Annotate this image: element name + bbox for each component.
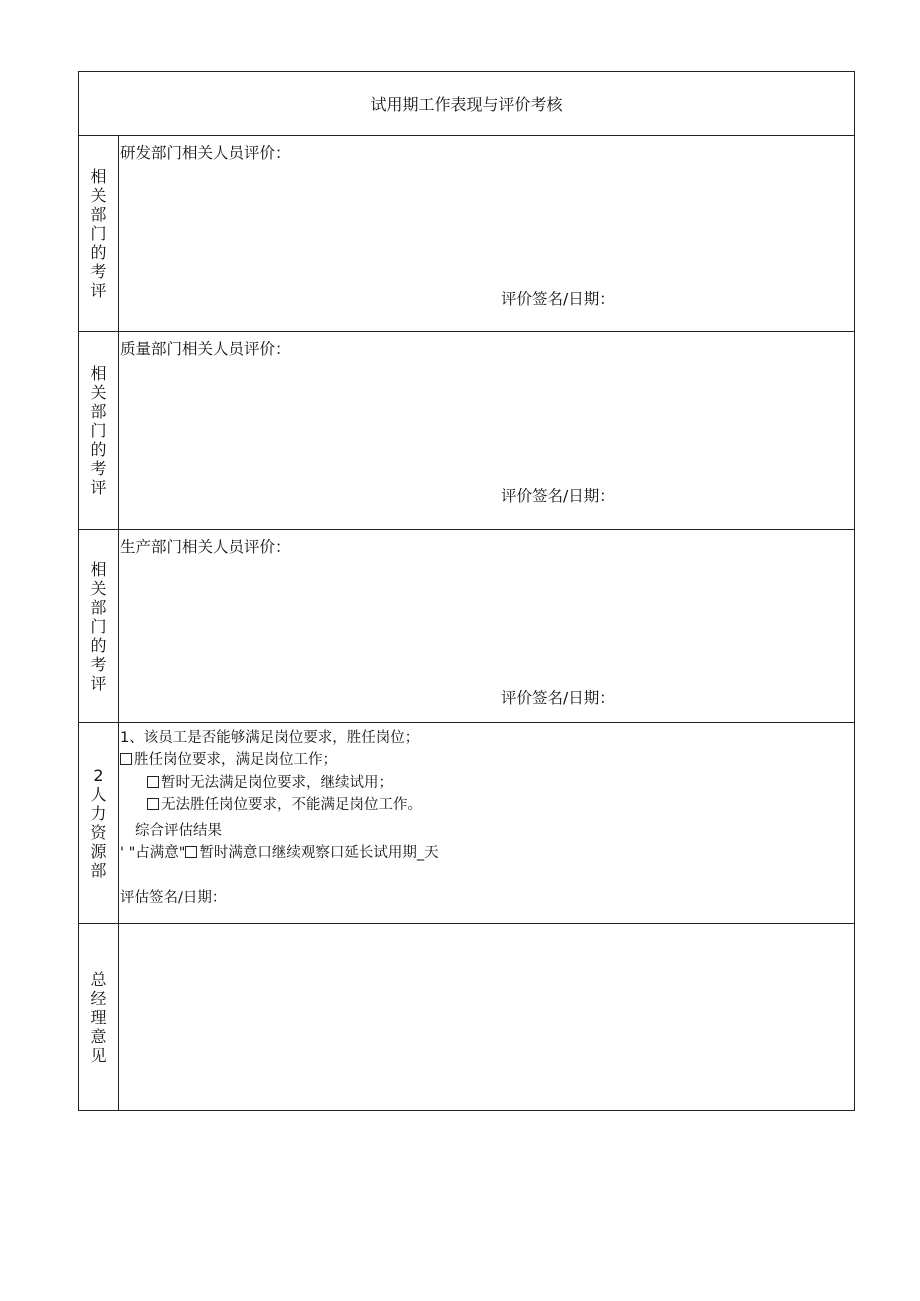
- hr-question: 1、该员工是否能够满足岗位要求，胜任岗位；: [120, 730, 420, 746]
- production-evaluation-field[interactable]: [119, 530, 854, 722]
- hr-option-continue-trial[interactable]: [147, 771, 393, 792]
- vertical-char: 源: [90, 842, 107, 861]
- option-label: 暂时无法满足岗位要求，继续试用；: [161, 775, 393, 791]
- section-production: [79, 529, 854, 722]
- vertical-char: 评: [90, 281, 107, 300]
- vertical-char: 2: [93, 766, 104, 785]
- hr-option-unqualified[interactable]: [147, 793, 422, 814]
- title-row: [79, 72, 854, 135]
- vertical-char: 的: [90, 243, 107, 262]
- result-other-options: 暂时满意口继续观察口延长试用期_天: [199, 845, 439, 861]
- vertical-char: 关: [90, 383, 107, 402]
- vertical-char: 评: [90, 478, 107, 497]
- rd-evaluation-field[interactable]: [119, 136, 854, 331]
- checkbox-icon[interactable]: [147, 776, 159, 788]
- gm-opinion-field[interactable]: [119, 924, 854, 1110]
- vertical-label: [90, 560, 106, 693]
- vertical-char: 部: [90, 205, 107, 224]
- section-side-label: [79, 723, 119, 923]
- vertical-label: [90, 970, 106, 1065]
- section-side-label: [79, 924, 119, 1110]
- hr-result-label: 综合评估结果: [135, 823, 222, 839]
- vertical-char: 考: [90, 262, 107, 281]
- quality-evaluation-field[interactable]: [119, 332, 854, 529]
- vertical-char: 相: [90, 364, 107, 383]
- section-side-label: [79, 332, 119, 529]
- production-signature-date: 评价签名/日期：: [501, 689, 615, 707]
- vertical-char: 相: [90, 167, 107, 186]
- form-title: 试用期工作表现与评价考核: [370, 95, 563, 114]
- quality-signature-date: 评价签名/日期：: [501, 487, 615, 505]
- vertical-char: 考: [90, 654, 107, 674]
- vertical-char: 见: [90, 1045, 107, 1065]
- vertical-char: 关: [90, 186, 107, 205]
- checkbox-icon[interactable]: [147, 798, 159, 810]
- production-evaluation-prompt: 生产部门相关人员评价：: [120, 538, 291, 556]
- section-side-label: [79, 530, 119, 722]
- vertical-char: 评: [90, 673, 107, 693]
- checkbox-icon[interactable]: [185, 846, 197, 858]
- vertical-char: 意: [90, 1026, 107, 1046]
- quality-evaluation-prompt: 质量部门相关人员评价：: [120, 340, 291, 358]
- vertical-label: [90, 766, 106, 880]
- vertical-char: 部: [90, 861, 107, 880]
- vertical-char: 部: [90, 597, 107, 617]
- vertical-char: 理: [90, 1007, 107, 1027]
- vertical-char: 相: [90, 559, 107, 579]
- vertical-char: 资: [90, 823, 107, 842]
- vertical-char: 部: [90, 402, 107, 421]
- vertical-label: [90, 364, 106, 497]
- option-label: 无法胜任岗位要求，不能满足岗位工作。: [161, 797, 422, 813]
- hr-option-qualified[interactable]: [120, 748, 337, 769]
- vertical-char: 门: [90, 421, 107, 440]
- vertical-char: 的: [90, 440, 107, 459]
- vertical-char: 门: [90, 616, 107, 636]
- vertical-char: 考: [90, 459, 107, 478]
- checkbox-icon[interactable]: [120, 753, 132, 765]
- vertical-char: 的: [90, 635, 107, 655]
- hr-signature-date: 评估签名/日期：: [120, 890, 227, 906]
- vertical-char: 人: [90, 785, 107, 804]
- rd-signature-date: 评价签名/日期：: [501, 290, 615, 308]
- vertical-char: 总: [90, 969, 107, 989]
- section-side-label: [79, 136, 119, 331]
- vertical-char: 关: [90, 578, 107, 598]
- vertical-char: 力: [90, 804, 107, 823]
- vertical-label: [90, 167, 106, 300]
- section-hr: [79, 722, 854, 923]
- vertical-char: 经: [90, 988, 107, 1008]
- section-gm: [79, 923, 854, 1110]
- option-label: 胜任岗位要求，满足岗位工作；: [134, 752, 337, 768]
- evaluation-table: [78, 71, 855, 1111]
- section-rd: [79, 135, 854, 331]
- hr-result-options[interactable]: [120, 841, 439, 862]
- section-quality: [79, 331, 854, 529]
- vertical-char: 门: [90, 224, 107, 243]
- result-satisfied-label: ' "占满意": [120, 845, 186, 861]
- hr-evaluation-field: [119, 723, 854, 923]
- rd-evaluation-prompt: 研发部门相关人员评价：: [120, 144, 291, 162]
